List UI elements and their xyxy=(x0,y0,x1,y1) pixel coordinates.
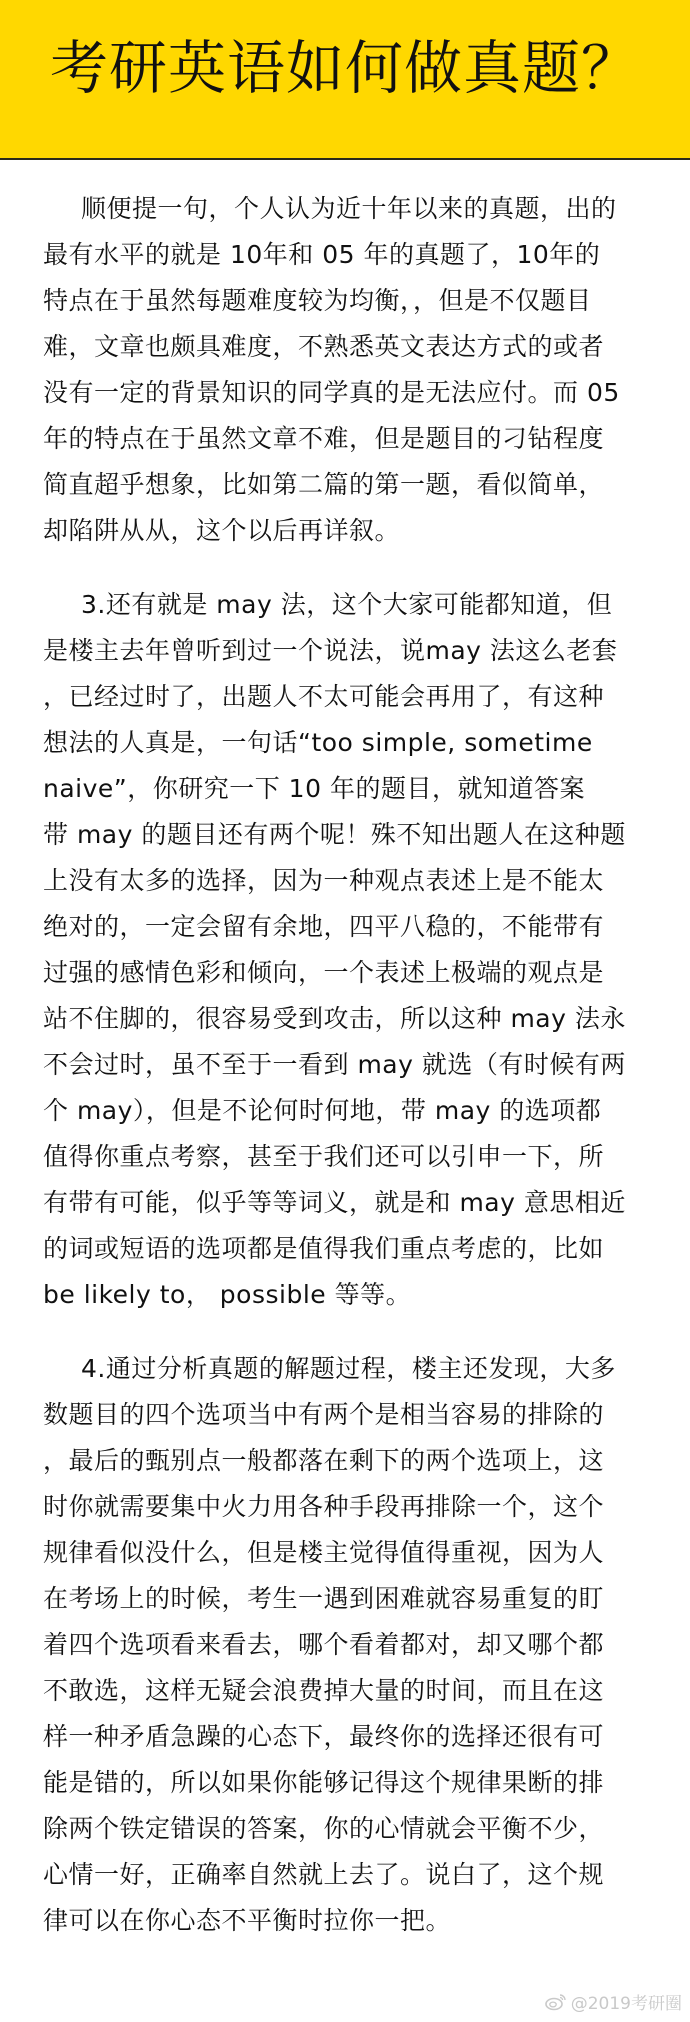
text-line: naive”，你研究一下 10 年的题目，就知道答案 xyxy=(43,774,585,803)
text-line: 规律看似没什么，但是楼主觉得值得重视，因为人 xyxy=(43,1538,605,1567)
text-line: 律可以在你心态不平衡时拉你一把。 xyxy=(43,1906,452,1935)
text-line: 不敢选，这样无疑会浪费掉大量的时间，而且在这 xyxy=(43,1676,605,1705)
text-line: 除两个铁定错误的答案，你的心情就会平衡不少， xyxy=(43,1814,605,1843)
paragraph-2-may-method xyxy=(43,582,663,1318)
text-line: 上没有太多的选择，因为一种观点表述上是不能太 xyxy=(43,866,605,895)
text-line: 在考场上的时候，考生一遇到困难就容易重复的盯 xyxy=(43,1584,605,1613)
text-line: 简直超乎想象，比如第二篇的第一题，看似简单， xyxy=(43,470,605,499)
text-line: 没有一定的背景知识的同学真的是无法应付。而 05 xyxy=(43,378,620,407)
text-line: 样一种矛盾急躁的心态下，最终你的选择还很有可 xyxy=(43,1722,605,1751)
weibo-icon xyxy=(545,1993,567,2011)
text-line: 年的特点在于虽然文章不难，但是题目的刁钻程度 xyxy=(43,424,605,453)
text-line: 特点在于虽然每题难度较为均衡，，但是不仅题目 xyxy=(43,286,592,315)
text-line: 站不住脚的，很容易受到攻击，所以这种 may 法永 xyxy=(43,1004,626,1033)
text-line: 时你就需要集中火力用各种手段再排除一个，这个 xyxy=(43,1492,605,1521)
paragraph-3-elimination xyxy=(43,1346,663,1944)
page-title: 考研英语如何做真题？ xyxy=(49,33,640,102)
text-line: 4.通过分析真题的解题过程，楼主还发现，大多 xyxy=(81,1354,616,1383)
text-line: 能是错的，所以如果你能够记得这个规律果断的排 xyxy=(43,1768,605,1797)
text-line: 有带有可能，似乎等等词义，就是和 may 意思相近 xyxy=(43,1188,626,1217)
text-line: 最有水平的就是 10年和 05 年的真题了，10年的 xyxy=(43,240,601,269)
text-line: 数题目的四个选项当中有两个是相当容易的排除的 xyxy=(43,1400,605,1429)
title-banner xyxy=(0,0,690,160)
text-line: 顺便提一句，个人认为近十年以来的真题，出的 xyxy=(81,194,617,223)
text-line: 过强的感情色彩和倾向，一个表述上极端的观点是 xyxy=(43,958,605,987)
text-line: 着四个选项看来看去，哪个看着都对，却又哪个都 xyxy=(43,1630,605,1659)
text-line: 却陷阱从从，这个以后再详叙。 xyxy=(43,516,401,545)
paragraph-1 xyxy=(43,186,663,554)
article-body xyxy=(43,186,663,1972)
text-line: 个 may），但是不论何时何地，带 may 的选项都 xyxy=(43,1096,602,1125)
text-line: 绝对的，一定会留有余地，四平八稳的，不能带有 xyxy=(43,912,605,941)
watermark-text: @2019考研圈 xyxy=(570,1994,682,2014)
text-line: 不会过时，虽不至于一看到 may 就选（有时候有两 xyxy=(43,1050,626,1079)
text-line: ，已经过时了，出题人不太可能会再用了，有这种 xyxy=(43,682,605,711)
text-line: 想法的人真是，一句话“too simple, sometime xyxy=(43,728,593,757)
text-line: 心情一好，正确率自然就上去了。说白了，这个规 xyxy=(43,1860,605,1889)
text-line: ，最后的甄别点一般都落在剩下的两个选项上，这 xyxy=(43,1446,605,1475)
text-line: 3.还有就是 may 法，这个大家可能都知道，但 xyxy=(81,590,613,619)
text-line: 是楼主去年曾听到过一个说法，说may 法这么老套 xyxy=(43,636,618,665)
text-line: 带 may 的题目还有两个呢！殊不知出题人在这种题 xyxy=(43,820,626,849)
text-line: be likely to， possible 等等。 xyxy=(43,1280,412,1309)
text-line: 难，文章也颇具难度，不熟悉英文表达方式的或者 xyxy=(43,332,605,361)
weibo-watermark xyxy=(545,1989,682,2014)
text-line: 的词或短语的选项都是值得我们重点考虑的，比如 xyxy=(43,1234,605,1263)
text-line: 值得你重点考察，甚至于我们还可以引申一下，所 xyxy=(43,1142,605,1171)
